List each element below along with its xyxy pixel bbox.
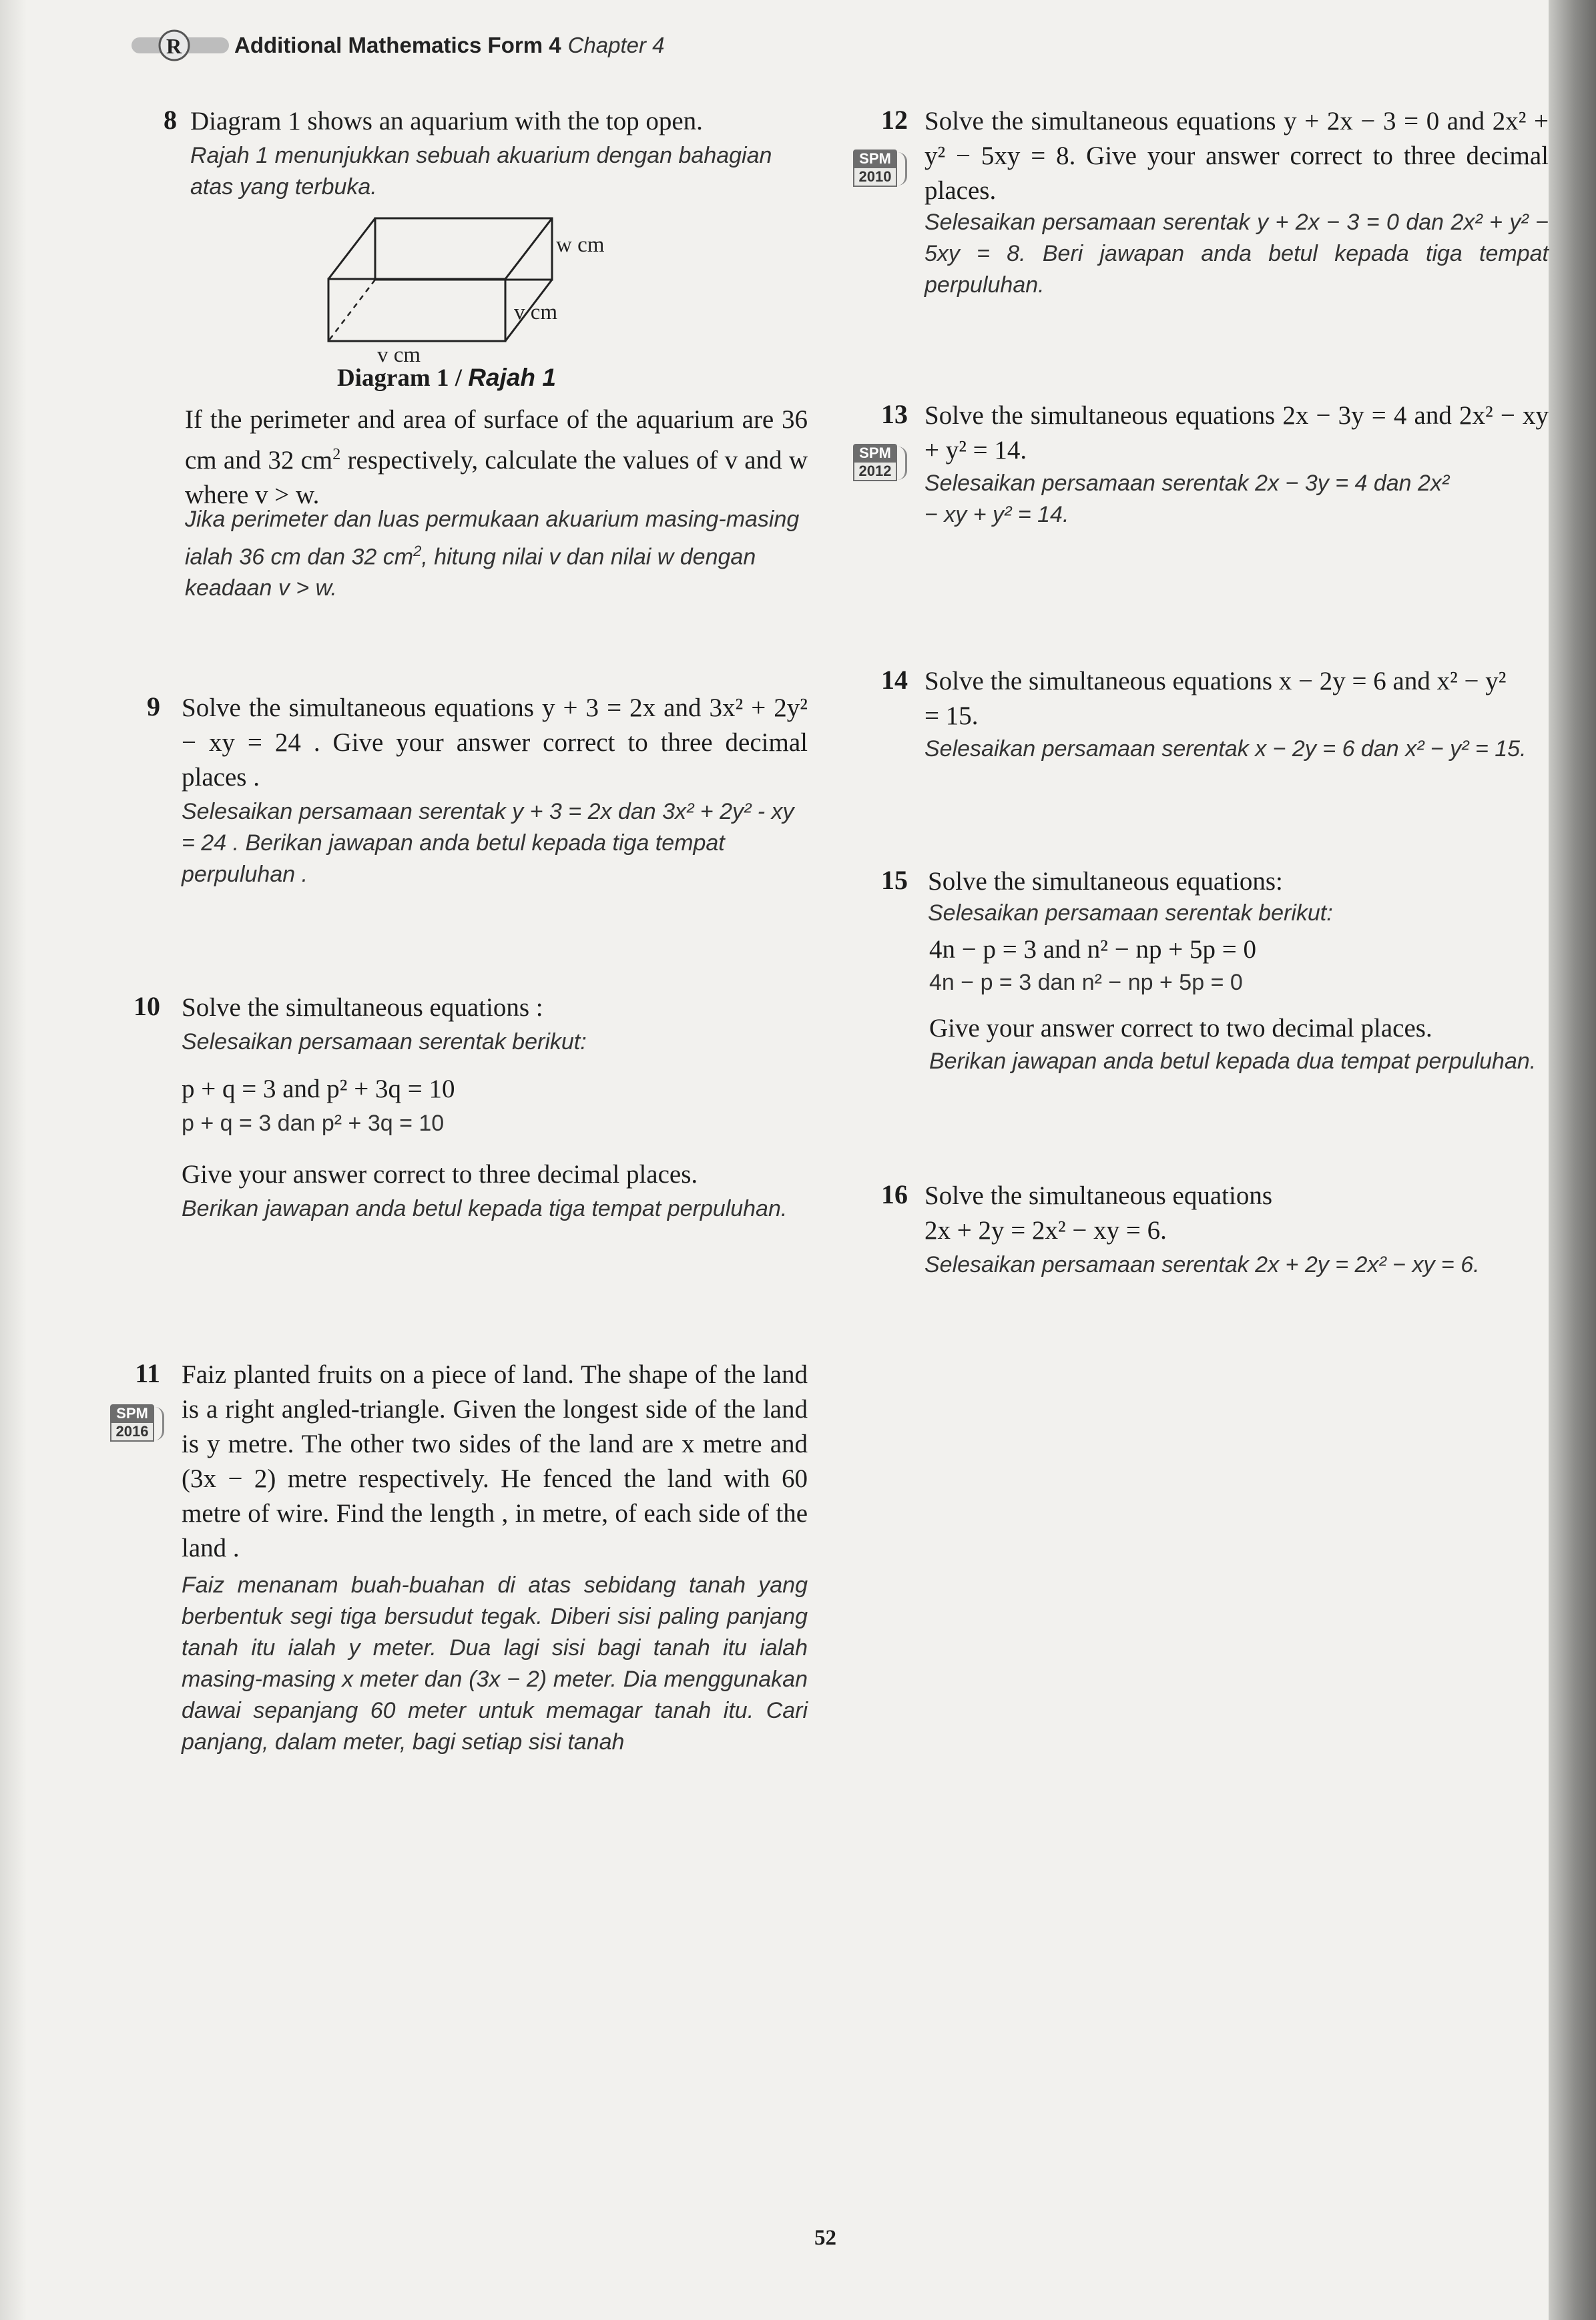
- equation-en: 4n − p = 3 and n² − np + 5p = 0: [929, 935, 1256, 964]
- label-w: w cm: [556, 233, 605, 257]
- question-number: 13: [881, 399, 908, 429]
- question-text-ms: Faiz menanam buah-buahan di atas sebidang tanah yang berbentuk segi tiga bersudut tegak. Diberi sisi paling panjang tanah itu ialah y meter. Dua lagi sisi bagi tanah itu ialah masing-masing x meter dan (3x − 2) meter. Dia menggunakan dawai sepanjang 60 meter untuk memagar tanah itu. Cari panjang, dalam meter, bagi setiap sisi tanah: [182, 1572, 808, 1755]
- instruction-en: Give your answer correct to three decimal places.: [182, 1160, 698, 1189]
- question-text-en: Solve the simultaneous equations x − 2y = 6 and x² − y² = 15.: [924, 667, 1507, 730]
- aquarium-diagram: [314, 210, 661, 367]
- diagram-caption: Diagram 1 / Rajah 1: [337, 364, 556, 392]
- book-binding-gutter: [1549, 0, 1596, 2320]
- question-number: 11: [135, 1358, 160, 1388]
- question-text-ms: Selesaikan persamaan serentak berikut:: [182, 1029, 587, 1055]
- question-text-ms: Selesaikan persamaan serentak berikut:: [928, 900, 1333, 926]
- question-text-ms: Selesaikan persamaan serentak y + 2x − 3 = 0 dan 2x² + y² − 5xy = 8. Beri jawapan anda betul kepada tiga tempat perpuluhan.: [924, 210, 1549, 298]
- question-number: 15: [881, 865, 908, 895]
- question-8-body-en: If the perimeter and area of surface of the aquarium are 36 cm and 32 $cm^2$ respectively, calculate the values of v and w where v > w.: [185, 405, 808, 509]
- question-text-en: Faiz planted fruits on a piece of land. The shape of the land is a right angled-triangle. Given the longest side of the land is y metre. The other two sides of the land are x metre and (3x − 2) metre respectively. He fenced the land with 60 metre of wire. Find the length , in metre, of each side of the land .: [182, 1360, 808, 1562]
- question-text-en: Diagram 1 shows an aquarium with the top open.: [190, 107, 703, 135]
- page-number: 52: [814, 2226, 836, 2250]
- question-8-body-ms: Jika perimeter dan luas permukaan akuarium masing-masing ialah 36 cm dan 32 $cm^2$, hitung nilai v dan nilai w dengan keadaan v > w.: [185, 507, 800, 601]
- question-number: 14: [881, 665, 908, 695]
- equation-ms: 4n − p = 3 dan n² − np + 5p = 0: [929, 970, 1243, 995]
- spm-badge: SPM 2010: [853, 150, 905, 192]
- question-text-ms: Selesaikan persamaan serentak 2x − 3y = 4 dan 2x² − xy + y² = 14.: [924, 471, 1450, 527]
- chapter-label: Chapter 4: [567, 33, 665, 57]
- publisher-logo-icon: [130, 28, 230, 63]
- equation-ms: p + q = 3 dan p² + 3q = 10: [182, 1111, 445, 1136]
- question-number: 16: [881, 1179, 908, 1209]
- spm-badge: SPM 2016: [110, 1404, 162, 1447]
- label-v-bottom: v cm: [377, 343, 421, 367]
- question-text-en: Solve the simultaneous equations 2x − 3y = 4 and 2x² − xy + y² = 14.: [924, 401, 1549, 465]
- question-text-ms: Rajah 1 menunjukkan sebuah akuarium dengan bahagian atas yang terbuka.: [190, 143, 772, 200]
- question-text-ms: Selesaikan persamaan serentak y + 3 = 2x dan 3x² + 2y² - xy = 24 . Berikan jawapan anda betul kepada tiga tempat perpuluhan .: [182, 799, 794, 887]
- question-number: 9: [147, 691, 160, 721]
- svg-text:R: R: [166, 34, 182, 58]
- question-number: 10: [134, 991, 160, 1021]
- question-text-en: Solve the simultaneous equations y + 2x − 3 = 0 and 2x² + y² − 5xy = 8. Give your answer correct to three decimal places.: [924, 107, 1549, 205]
- question-number: 12: [881, 105, 908, 135]
- question-text-en: Solve the simultaneous equations y + 3 = 2x and 3x² + 2y² − xy = 24 . Give your answer correct to three decimal places .: [182, 693, 808, 792]
- equation-en: p + q = 3 and p² + 3q = 10: [182, 1075, 455, 1103]
- book-title: Additional Mathematics Form 4: [234, 33, 561, 57]
- question-text-en: Solve the simultaneous equations :: [182, 993, 543, 1022]
- label-v-side: v cm: [514, 300, 558, 324]
- page-left-edge: [0, 0, 27, 2320]
- box-top-face: [375, 218, 552, 280]
- page-header: [130, 25, 665, 65]
- spm-badge: SPM 2012: [853, 444, 905, 487]
- instruction-ms: Berikan jawapan anda betul kepada dua tempat perpuluhan.: [929, 1049, 1537, 1074]
- question-text-en: Solve the simultaneous equations:: [928, 867, 1283, 896]
- equation-en: 2x + 2y = 2x² − xy = 6.: [924, 1216, 1167, 1245]
- instruction-ms: Berikan jawapan anda betul kepada tiga tempat perpuluhan.: [182, 1196, 788, 1221]
- question-text-en: Solve the simultaneous equations: [924, 1181, 1273, 1210]
- instruction-en: Give your answer correct to two decimal places.: [929, 1014, 1432, 1043]
- question-text-ms: Selesaikan persamaan serentak 2x + 2y = 2x² − xy = 6.: [924, 1252, 1480, 1277]
- question-text-ms: Selesaikan persamaan serentak x − 2y = 6 dan x² − y² = 15.: [924, 736, 1527, 762]
- question-number: 8: [164, 105, 177, 135]
- box-front-face: [328, 279, 505, 341]
- diagram-caption-ms: Rajah 1: [468, 364, 556, 391]
